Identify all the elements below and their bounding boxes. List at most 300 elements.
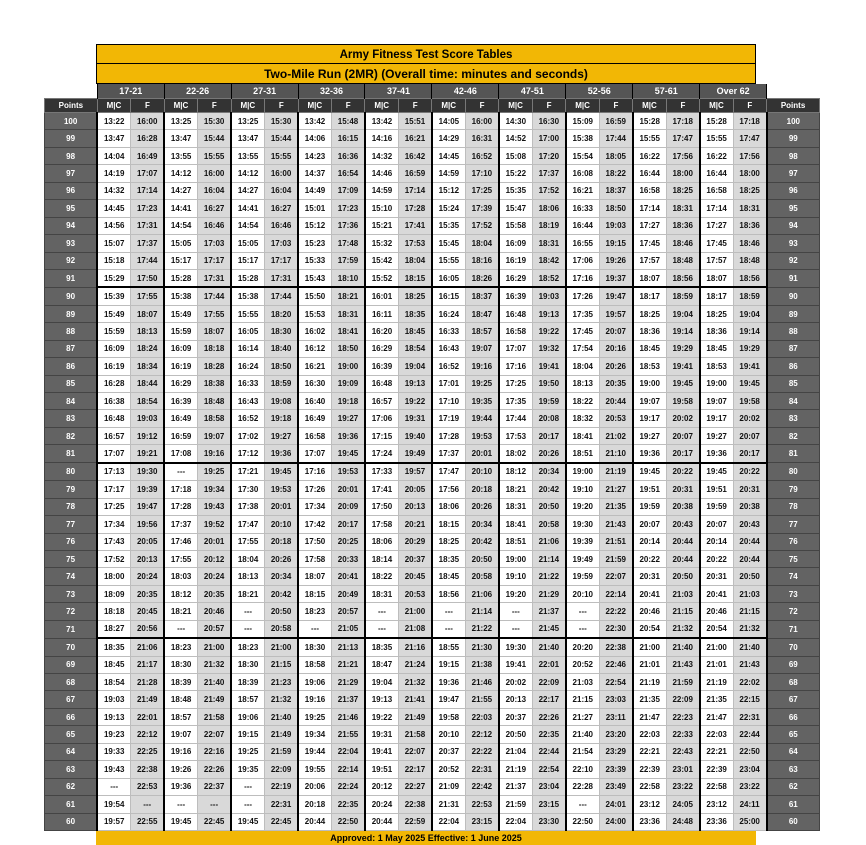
male-combat-time-cell: 20:20: [566, 638, 599, 656]
female-time-cell: 22:33: [666, 726, 699, 743]
male-combat-time-cell: 18:00: [97, 568, 130, 585]
female-time-cell: 20:43: [733, 516, 766, 533]
male-combat-column-header: M|C: [164, 99, 197, 113]
male-combat-time-cell: ---: [164, 463, 197, 481]
male-combat-time-cell: 19:26: [164, 761, 197, 778]
male-combat-time-cell: 13:55: [164, 147, 197, 164]
male-combat-time-cell: 14:05: [432, 113, 465, 130]
male-combat-time-cell: 18:35: [365, 638, 398, 656]
points-cell: 77: [767, 516, 820, 533]
female-time-cell: 20:50: [265, 603, 298, 620]
female-time-cell: 22:35: [532, 726, 565, 743]
points-cell: 71: [767, 620, 820, 638]
male-combat-column-header: M|C: [432, 99, 465, 113]
female-time-cell: 16:46: [265, 217, 298, 234]
male-combat-time-cell: 16:39: [365, 358, 398, 375]
female-time-cell: 20:21: [398, 516, 431, 533]
female-time-cell: 22:14: [332, 761, 365, 778]
female-time-cell: 19:25: [198, 463, 231, 481]
male-combat-time-cell: 20:22: [633, 550, 666, 567]
male-combat-time-cell: 16:58: [633, 182, 666, 199]
male-combat-time-cell: 15:45: [432, 235, 465, 252]
male-combat-time-cell: 19:59: [633, 498, 666, 515]
male-combat-time-cell: 18:25: [432, 533, 465, 550]
female-time-cell: 16:27: [265, 200, 298, 217]
points-cell: 61: [45, 796, 98, 813]
male-combat-time-cell: ---: [499, 603, 532, 620]
female-time-cell: 22:09: [265, 761, 298, 778]
male-combat-time-cell: 15:39: [97, 287, 130, 305]
male-combat-time-cell: 21:54: [566, 743, 599, 760]
male-combat-time-cell: 19:41: [499, 656, 532, 673]
female-time-cell: 20:38: [733, 498, 766, 515]
male-combat-time-cell: ---: [432, 620, 465, 638]
score-row: [45, 743, 820, 760]
female-time-cell: 21:22: [532, 568, 565, 585]
male-combat-time-cell: 13:25: [164, 113, 197, 130]
female-time-cell: 15:48: [332, 113, 365, 130]
male-combat-time-cell: 22:50: [566, 813, 599, 830]
female-time-cell: 18:45: [398, 323, 431, 340]
female-time-cell: 21:43: [599, 516, 632, 533]
male-combat-time-cell: 17:14: [700, 200, 733, 217]
female-time-cell: 18:07: [198, 323, 231, 340]
female-time-cell: 20:16: [599, 340, 632, 357]
male-combat-time-cell: 18:25: [633, 305, 666, 322]
female-time-cell: 20:17: [532, 427, 565, 444]
male-combat-time-cell: 18:36: [700, 323, 733, 340]
points-column-header: Points: [45, 99, 98, 113]
female-time-cell: 19:53: [265, 481, 298, 498]
female-column-header: F: [733, 99, 766, 113]
female-time-cell: 22:45: [265, 813, 298, 830]
points-cell: 85: [45, 375, 98, 392]
female-time-cell: 22:50: [332, 813, 365, 830]
female-time-cell: 19:09: [332, 375, 365, 392]
male-combat-time-cell: 17:58: [365, 516, 398, 533]
male-combat-time-cell: 19:45: [231, 813, 264, 830]
score-row: [45, 445, 820, 463]
female-time-cell: 22:26: [198, 761, 231, 778]
male-combat-time-cell: 19:45: [633, 463, 666, 481]
male-combat-time-cell: 14:29: [432, 130, 465, 147]
points-cell: 74: [45, 568, 98, 585]
male-combat-time-cell: 15:50: [298, 287, 331, 305]
female-time-cell: 20:26: [532, 445, 565, 463]
female-time-cell: 21:30: [465, 638, 498, 656]
female-time-cell: 19:00: [332, 358, 365, 375]
points-cell: 76: [45, 533, 98, 550]
female-time-cell: 21:28: [131, 674, 164, 691]
points-cell: 82: [767, 427, 820, 444]
male-combat-time-cell: 16:44: [566, 217, 599, 234]
female-time-cell: 18:04: [398, 252, 431, 269]
male-combat-time-cell: 17:47: [432, 463, 465, 481]
female-time-cell: 17:03: [198, 235, 231, 252]
male-combat-time-cell: 21:47: [700, 708, 733, 725]
female-time-cell: 18:46: [666, 235, 699, 252]
female-time-cell: 18:24: [131, 340, 164, 357]
female-time-cell: 19:34: [198, 481, 231, 498]
female-time-cell: 18:06: [532, 200, 565, 217]
female-time-cell: 18:16: [465, 252, 498, 269]
female-time-cell: 18:31: [332, 305, 365, 322]
female-time-cell: 17:56: [666, 147, 699, 164]
points-cell: 65: [45, 726, 98, 743]
male-combat-time-cell: 21:27: [566, 708, 599, 725]
score-row: [45, 235, 820, 252]
male-combat-time-cell: 19:13: [97, 708, 130, 725]
female-time-cell: 16:36: [332, 147, 365, 164]
male-combat-time-cell: 18:48: [164, 691, 197, 708]
male-combat-time-cell: 15:28: [231, 269, 264, 287]
points-cell: 63: [767, 761, 820, 778]
female-time-cell: 20:35: [198, 585, 231, 602]
male-combat-time-cell: 20:06: [298, 778, 331, 795]
points-cell: 90: [45, 287, 98, 305]
female-time-cell: 17:23: [332, 200, 365, 217]
male-combat-column-header: M|C: [700, 99, 733, 113]
female-time-cell: 24:48: [666, 813, 699, 830]
female-time-cell: 15:55: [265, 147, 298, 164]
male-combat-time-cell: 19:16: [164, 743, 197, 760]
male-combat-time-cell: 14:41: [164, 200, 197, 217]
female-time-cell: 20:33: [332, 550, 365, 567]
male-combat-time-cell: 19:41: [365, 743, 398, 760]
male-combat-time-cell: 20:31: [633, 568, 666, 585]
male-combat-time-cell: 19:17: [633, 410, 666, 427]
female-time-cell: 16:04: [198, 182, 231, 199]
female-time-cell: 23:30: [532, 813, 565, 830]
male-combat-time-cell: 22:28: [566, 778, 599, 795]
female-time-cell: 22:55: [131, 813, 164, 830]
female-time-cell: 16:00: [198, 165, 231, 182]
female-time-cell: 17:52: [532, 182, 565, 199]
female-time-cell: 20:18: [265, 533, 298, 550]
male-combat-time-cell: 17:12: [231, 445, 264, 463]
male-combat-time-cell: 18:15: [298, 585, 331, 602]
female-time-cell: 18:36: [733, 217, 766, 234]
female-time-cell: 18:07: [131, 305, 164, 322]
female-time-cell: 18:05: [599, 147, 632, 164]
points-cell: 97: [767, 165, 820, 182]
male-combat-time-cell: 22:03: [700, 726, 733, 743]
female-time-cell: 21:05: [332, 620, 365, 638]
score-row: [45, 585, 820, 602]
male-combat-time-cell: 14:16: [365, 130, 398, 147]
female-time-cell: 21:40: [198, 674, 231, 691]
score-row: [45, 358, 820, 375]
female-time-cell: 22:07: [599, 568, 632, 585]
female-time-cell: 18:56: [666, 269, 699, 287]
points-cell: 94: [767, 217, 820, 234]
male-combat-time-cell: 13:25: [231, 113, 264, 130]
points-cell: 82: [45, 427, 98, 444]
age-group-header: 17-21: [97, 84, 164, 99]
female-time-cell: 19:22: [532, 323, 565, 340]
female-time-cell: 20:44: [599, 393, 632, 410]
male-combat-time-cell: 17:26: [298, 481, 331, 498]
female-time-cell: 19:41: [666, 358, 699, 375]
points-cell: 96: [45, 182, 98, 199]
points-cell: 84: [45, 393, 98, 410]
male-combat-column-header: M|C: [566, 99, 599, 113]
female-time-cell: 21:58: [398, 726, 431, 743]
male-combat-time-cell: 19:30: [566, 516, 599, 533]
male-combat-time-cell: 18:03: [164, 568, 197, 585]
male-combat-time-cell: 15:05: [164, 235, 197, 252]
female-time-cell: 20:42: [265, 585, 298, 602]
female-time-cell: 21:55: [465, 691, 498, 708]
female-time-cell: 24:01: [599, 796, 632, 813]
male-combat-time-cell: 17:42: [298, 516, 331, 533]
male-combat-time-cell: ---: [231, 778, 264, 795]
female-time-cell: 20:58: [265, 620, 298, 638]
female-time-cell: 18:41: [332, 323, 365, 340]
female-time-cell: 18:37: [599, 182, 632, 199]
female-time-cell: 16:04: [265, 182, 298, 199]
female-time-cell: 21:10: [599, 445, 632, 463]
female-time-cell: 18:35: [398, 305, 431, 322]
male-combat-time-cell: 15:54: [566, 147, 599, 164]
male-combat-time-cell: 21:03: [566, 674, 599, 691]
female-time-cell: 19:56: [131, 516, 164, 533]
male-combat-time-cell: 20:22: [700, 550, 733, 567]
female-time-cell: 17:14: [398, 182, 431, 199]
male-combat-time-cell: 18:58: [298, 656, 331, 673]
female-time-cell: 20:44: [733, 550, 766, 567]
score-row: [45, 674, 820, 691]
female-time-cell: 21:59: [599, 550, 632, 567]
points-cell: 74: [767, 568, 820, 585]
male-combat-time-cell: 14:30: [499, 113, 532, 130]
male-combat-time-cell: 15:07: [97, 235, 130, 252]
male-combat-column-header: M|C: [365, 99, 398, 113]
male-combat-time-cell: 14:06: [298, 130, 331, 147]
female-time-cell: 21:38: [465, 656, 498, 673]
male-combat-time-cell: 18:54: [97, 674, 130, 691]
female-time-cell: 17:36: [332, 217, 365, 234]
male-combat-time-cell: 20:46: [633, 603, 666, 620]
male-combat-time-cell: 17:26: [566, 287, 599, 305]
points-cell: 92: [45, 252, 98, 269]
female-time-cell: 16:54: [332, 165, 365, 182]
male-combat-time-cell: 16:22: [700, 147, 733, 164]
male-combat-time-cell: 20:18: [298, 796, 331, 813]
male-combat-time-cell: 16:21: [298, 358, 331, 375]
male-combat-time-cell: 15:59: [164, 323, 197, 340]
male-combat-time-cell: 19:45: [700, 463, 733, 481]
points-cell: 91: [767, 269, 820, 287]
male-combat-time-cell: 19:39: [566, 533, 599, 550]
male-combat-time-cell: 18:15: [432, 516, 465, 533]
male-combat-time-cell: 18:12: [499, 463, 532, 481]
male-combat-time-cell: 18:21: [231, 585, 264, 602]
male-combat-time-cell: 16:02: [298, 323, 331, 340]
female-time-cell: 21:49: [265, 726, 298, 743]
female-time-cell: 21:22: [465, 620, 498, 638]
male-combat-time-cell: 19:31: [365, 726, 398, 743]
female-time-cell: 22:38: [131, 761, 164, 778]
female-time-cell: 17:47: [666, 130, 699, 147]
score-row: [45, 778, 820, 795]
female-time-cell: 22:59: [398, 813, 431, 830]
female-time-cell: 20:17: [733, 445, 766, 463]
female-time-cell: 21:03: [733, 585, 766, 602]
score-row: [45, 708, 820, 725]
female-time-cell: 23:01: [666, 761, 699, 778]
male-combat-time-cell: 22:21: [700, 743, 733, 760]
female-time-cell: 18:54: [131, 393, 164, 410]
male-combat-time-cell: 21:40: [566, 726, 599, 743]
male-combat-time-cell: 19:57: [97, 813, 130, 830]
female-time-cell: 20:58: [465, 568, 498, 585]
female-time-cell: 20:41: [332, 568, 365, 585]
female-time-cell: 20:08: [532, 410, 565, 427]
female-column-header: F: [265, 99, 298, 113]
female-time-cell: 23:49: [599, 778, 632, 795]
female-time-cell: 21:13: [332, 638, 365, 656]
male-combat-time-cell: 15:17: [164, 252, 197, 269]
male-combat-time-cell: 15:01: [298, 200, 331, 217]
male-combat-time-cell: 18:25: [700, 305, 733, 322]
female-time-cell: 17:44: [198, 287, 231, 305]
male-combat-time-cell: 18:57: [231, 691, 264, 708]
male-combat-time-cell: 18:45: [97, 656, 130, 673]
female-time-cell: 17:47: [733, 130, 766, 147]
female-time-cell: 19:04: [398, 358, 431, 375]
female-time-cell: 18:48: [198, 393, 231, 410]
age-group-header: 52-56: [566, 84, 633, 99]
corner-cell: [767, 84, 820, 99]
points-cell: 91: [45, 269, 98, 287]
female-time-cell: 21:40: [265, 708, 298, 725]
male-combat-time-cell: 15:38: [231, 287, 264, 305]
age-group-header: 37-41: [365, 84, 432, 99]
female-time-cell: 20:07: [733, 427, 766, 444]
female-time-cell: 20:01: [465, 445, 498, 463]
female-column-header: F: [465, 99, 498, 113]
female-time-cell: 20:02: [666, 410, 699, 427]
male-combat-time-cell: 15:55: [231, 305, 264, 322]
male-combat-time-cell: 18:45: [700, 340, 733, 357]
female-time-cell: 19:43: [198, 498, 231, 515]
female-time-cell: 21:24: [398, 656, 431, 673]
female-time-cell: 23:29: [599, 743, 632, 760]
male-combat-time-cell: 19:03: [97, 691, 130, 708]
female-time-cell: 17:59: [332, 252, 365, 269]
male-combat-time-cell: 15:55: [432, 252, 465, 269]
female-time-cell: 20:43: [666, 516, 699, 533]
male-combat-time-cell: 19:59: [700, 498, 733, 515]
male-combat-time-cell: 18:07: [633, 269, 666, 287]
female-time-cell: 19:39: [131, 481, 164, 498]
female-time-cell: 18:54: [398, 340, 431, 357]
points-cell: 90: [767, 287, 820, 305]
score-row: [45, 568, 820, 585]
female-time-cell: 20:24: [131, 568, 164, 585]
male-combat-time-cell: 15:23: [298, 235, 331, 252]
male-combat-time-cell: 17:37: [164, 516, 197, 533]
female-time-cell: 22:27: [398, 778, 431, 795]
score-row: [45, 217, 820, 234]
female-time-cell: 20:07: [599, 323, 632, 340]
score-row: [45, 813, 820, 830]
male-combat-time-cell: 20:37: [432, 743, 465, 760]
female-time-cell: 18:26: [465, 269, 498, 287]
female-time-cell: 19:47: [131, 498, 164, 515]
female-time-cell: 19:45: [332, 445, 365, 463]
female-time-cell: 23:22: [666, 778, 699, 795]
female-time-cell: 18:25: [398, 287, 431, 305]
score-row: [45, 427, 820, 444]
female-time-cell: 21:59: [265, 743, 298, 760]
male-combat-time-cell: ---: [566, 796, 599, 813]
male-combat-time-cell: 18:35: [432, 550, 465, 567]
female-time-cell: 17:48: [332, 235, 365, 252]
female-time-cell: 20:57: [198, 620, 231, 638]
female-time-cell: 18:19: [532, 217, 565, 234]
male-combat-time-cell: 17:16: [298, 463, 331, 481]
age-group-header: 22-26: [164, 84, 231, 99]
female-time-cell: 22:02: [733, 674, 766, 691]
female-time-cell: 22:35: [332, 796, 365, 813]
female-time-cell: 19:45: [666, 375, 699, 392]
male-combat-time-cell: 22:58: [633, 778, 666, 795]
male-combat-time-cell: 17:45: [700, 235, 733, 252]
male-combat-time-cell: 18:04: [231, 550, 264, 567]
male-combat-time-cell: 17:16: [499, 358, 532, 375]
score-row: [45, 165, 820, 182]
female-time-cell: 22:54: [599, 674, 632, 691]
female-time-cell: 22:22: [465, 743, 498, 760]
female-time-cell: 18:58: [198, 410, 231, 427]
male-combat-time-cell: 19:49: [566, 550, 599, 567]
male-combat-time-cell: 22:21: [633, 743, 666, 760]
female-time-cell: 21:32: [398, 674, 431, 691]
points-cell: 60: [767, 813, 820, 830]
female-time-cell: 20:26: [265, 550, 298, 567]
score-row: [45, 516, 820, 533]
points-cell: 88: [45, 323, 98, 340]
female-time-cell: 20:26: [599, 358, 632, 375]
points-cell: 81: [45, 445, 98, 463]
female-time-cell: 18:46: [733, 235, 766, 252]
male-combat-time-cell: 21:15: [566, 691, 599, 708]
female-time-cell: 20:18: [465, 481, 498, 498]
female-time-cell: 21:15: [733, 603, 766, 620]
male-combat-time-cell: 19:22: [365, 708, 398, 725]
male-combat-time-cell: 17:54: [566, 340, 599, 357]
male-combat-time-cell: 16:05: [231, 323, 264, 340]
female-time-cell: 17:31: [131, 217, 164, 234]
female-time-cell: 20:01: [265, 498, 298, 515]
male-combat-time-cell: 15:05: [231, 235, 264, 252]
male-combat-time-cell: 15:22: [499, 165, 532, 182]
female-time-cell: 21:08: [398, 620, 431, 638]
male-combat-time-cell: 18:51: [499, 533, 532, 550]
male-combat-time-cell: 18:14: [365, 550, 398, 567]
female-time-cell: 20:09: [332, 498, 365, 515]
male-combat-time-cell: 18:55: [432, 638, 465, 656]
points-cell: 72: [45, 603, 98, 620]
male-combat-time-cell: 19:36: [633, 445, 666, 463]
points-cell: 93: [45, 235, 98, 252]
male-combat-time-cell: 17:50: [298, 533, 331, 550]
points-cell: 69: [45, 656, 98, 673]
score-row: [45, 533, 820, 550]
female-time-cell: 17:55: [198, 305, 231, 322]
